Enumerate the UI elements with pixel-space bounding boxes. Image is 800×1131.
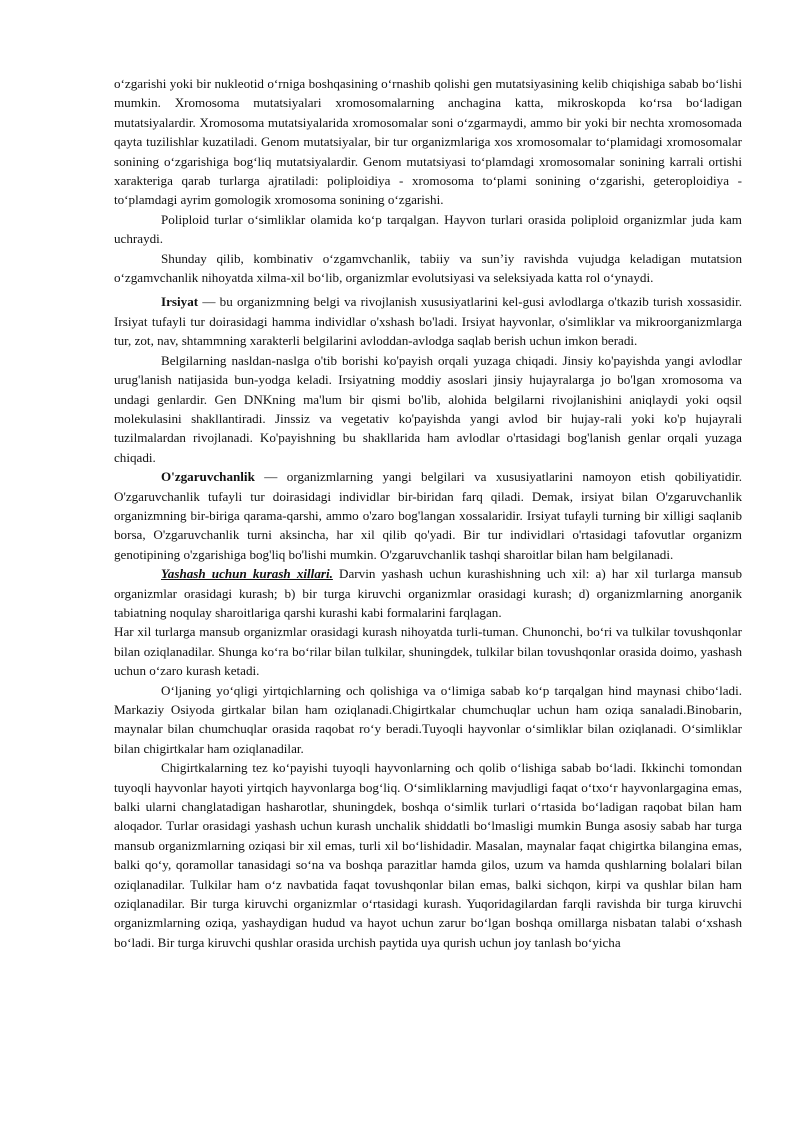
paragraph-locusts: Chigirtkalarning tez ko‘payishi tuyoqli hayvonlarning och qolib o‘lishiga sabab bo‘ladi. Ikkinchi tomondan tuyoqli hayvonlar hayoti yirtqich hayvonlarga bog‘liq. O‘simliklarning mavjudligi faqat o‘txo‘r hayvonlargagina emas, balki ularni changlatadigan hasharotlar, shuningdek, boshqa o‘simlik turlari o‘rtasida bo‘ladigan raqobat bilan ham aloqador. Turlar orasidagi yashash uchun kurash unchalik shiddatli bo‘lmasligi mumkin Bunga asosiy sabab har turga mansub organizmlarning oziqasi bir xil emas, turli xil bo‘lishidadir. Masalan, maynalar faqat chigirtka bilangina emas, balki qo‘y, qoramollar tanasidagi so‘na va boshqa parazitlar hamda gilos, uzum va hamda qushlarning bolalari bilan oziqlanadilar. Tulkilar ham o‘z navbatida faqat tovushqonlar bilan emas, balki sichqon, kirpi va qushlar bilan ham oziqlanadilar. Bir turga kiruvchi organizmlar o‘rtasidagi kurash. Yuqoridagilardan farqli ravishda bir turga kiruvchi organizmlarning oziqa, yashaydigan hudud va hayot uchun zarur bo‘lgan boshqa omillarga nisbatan talabi o‘xshash bo‘ladi. Bir turga kiruvchi qushlar orasida urchish paytida uya qurish uchun joy tanlash bo‘yicha: [114, 760, 742, 950]
paragraph-struggle-types-text: Darvin yashash uchun kurashishning uch xil: a) har xil turlarga mansub organizmlar orasidagi kurash; b) bir turga kiruvchi organizmlar orasidagi kurash; d) organizmlarning anorganik tabiatning noqulay sharoitlariga qarshi kurashi kabi formalarini farqlagan.: [114, 566, 742, 620]
paragraph-interspecies: Har xil turlarga mansub organizmlar orasidagi kurash nihoyatda turli-tuman. Chunonchi, bo‘ri va tulkilar tovushqonlar bilan oziqlanadilar. Shunga ko‘ra bo‘rilar bilan tulkilar, shuningdek, tulkilar bilan tovushqonlar orasida doimo, yashash uchun o‘zaro kurash ketadi.: [114, 624, 742, 679]
paragraph-struggle-types: [114, 564, 742, 622]
paragraph-variability-text: — organizmlarning yangi belgilari va xususiyatlarini namoyon etish qobiliyatidir. O'zgaruvchanlik tufayli tur doirasidagi individlar bir-biridan farq qiladi. Demak, irsiyat bilan O'zgaruvchanlik organizmning bir-biriga qarama-qarshi, ammo o'zaro bog'langan xossalaridir. Irsiyat tufayli turning bir xilligi saqlanib borsa, O'zgaruvchanlik turni aksincha, har xil qilib qo'yadi. Bir tur individlari o'rtasidagi tafovutlar organizm genotipining o'zgarishiga bog'liq bo'lishi mumkin. O'zgaruvchanlik tashqi sharoitlar bilan ham belgilanadi.: [114, 469, 742, 562]
paragraph-heredity: [114, 292, 742, 350]
term-variability: O'zgaruvchanlik: [161, 469, 255, 485]
term-heredity: Irsiyat: [161, 294, 199, 310]
heading-struggle-types: Yashash uchun kurash xillari.: [161, 566, 333, 582]
paragraph-polyploid: Poliploid turlar o‘simliklar olamida ko‘p tarqalgan. Hayvon turlari orasida poliploid organizmlar juda kam uchraydi.: [114, 211, 742, 247]
document-page: [114, 74, 742, 952]
paragraph-heredity-text: — bu organizmning belgi va rivojlanish xususiyatlarini kel-gusi avlodlarga o'tkazib turish xossasidir. Irsiyat tufayli tur doirasidagi hamma individlar o'xshash bo'ladi. Irsiyat hayvonlar, o'simliklar va mikroorganizmlarga tur, zot, nav, shtammning xarakterli belgilarini avloddan-avlodga saqlab berish uchun imkon beradi.: [114, 294, 742, 349]
paragraph-prey: O‘ljaning yo‘qligi yirtqichlarning och qolishiga va o‘limiga sabab ko‘p tarqalgan hind maynasi chibo‘ladi. Markaziy Osiyoda girtkalar bilan ham oziqlanadi.Chigirtkalar chumchuqlar uchun ham oziqa sanaladi.Binobarin, maynalar bilan chumchuqlar orasida raqobat ro‘y beradi.Tuyoqli hayvonlar o‘simliklar bilan oziqlanadi. O‘simliklar bilan chigirtkalar ham oziqlanadilar.: [114, 682, 742, 756]
paragraph-conclusion: Shunday qilib, kombinativ o‘zgamvchanlik, tabiiy va sun’iy ravishda vujudga keladigan mutatsion o‘zgamvchanlik nihoyatda xilma-xil bo‘lib, organizmlar evolutsiyasi va seleksiyada katta rol o‘ynaydi.: [114, 250, 742, 286]
paragraph-variability: [114, 467, 742, 564]
paragraph-mutation-types: o‘zgarishi yoki bir nukleotid o‘rniga boshqasining o‘rnashib qolishi gen mutatsiyasining kelib chiqishiga sabab bo‘lishi mumkin. Xromosoma mutatsiyalari xromosomalarning anchagina katta, mikroskopda ko‘rsa bo‘ladigan mutatsiyalardir. Xromosoma mutatsiyalarida xromosomalar soni o‘zgarmaydi, ammo bir yoki bir nechta xromosomada qayta tuzilishlar kuzatiladi. Genom mutatsiyalar, bir tur organizmlariga xos xromosomalar to‘plamidagi xromosomalar sonining o‘zgarishiga bog‘liq mutatsiyalardir. Genom mutatsiyasi to‘plamdagi xromosomalar sonining karrali ortishi xarakteriga qarab turlarga ajratiladi: poliploidiya - xromosoma to‘plami sonining o‘zgarishi, geteroploidiya - to‘plamdagi ayrim gomologik xromosoma sonining o‘zgarishi.: [114, 76, 742, 208]
paragraph-inheritance: Belgilarning nasldan-naslga o'tib borishi ko'payish orqali yuzaga chiqadi. Jinsiy ko'payishda yangi avlodlar urug'lanish natijasida bun-yodga keladi. Irsiyatning moddiy asoslari jinsiy hujayralarga jo bo'lgan xromosoma va undagi genlardir. Gen DNKning ma'lum bir qismi bo'lib, alohida belgilarni rivojlanishini aniqlaydi yoki oqsil molekulasini shakllantiradi. Jinssiz va vegetativ ko'payishda yangi avlod bir hujay-rali yoki ko'p hujayrali tuzilmalardan rivojlanadi. Ko'payishning bu shakllarida ham avlodlar o'rtasidagi bog'lanish genlar orqali yuzaga chiqadi.: [114, 352, 742, 465]
